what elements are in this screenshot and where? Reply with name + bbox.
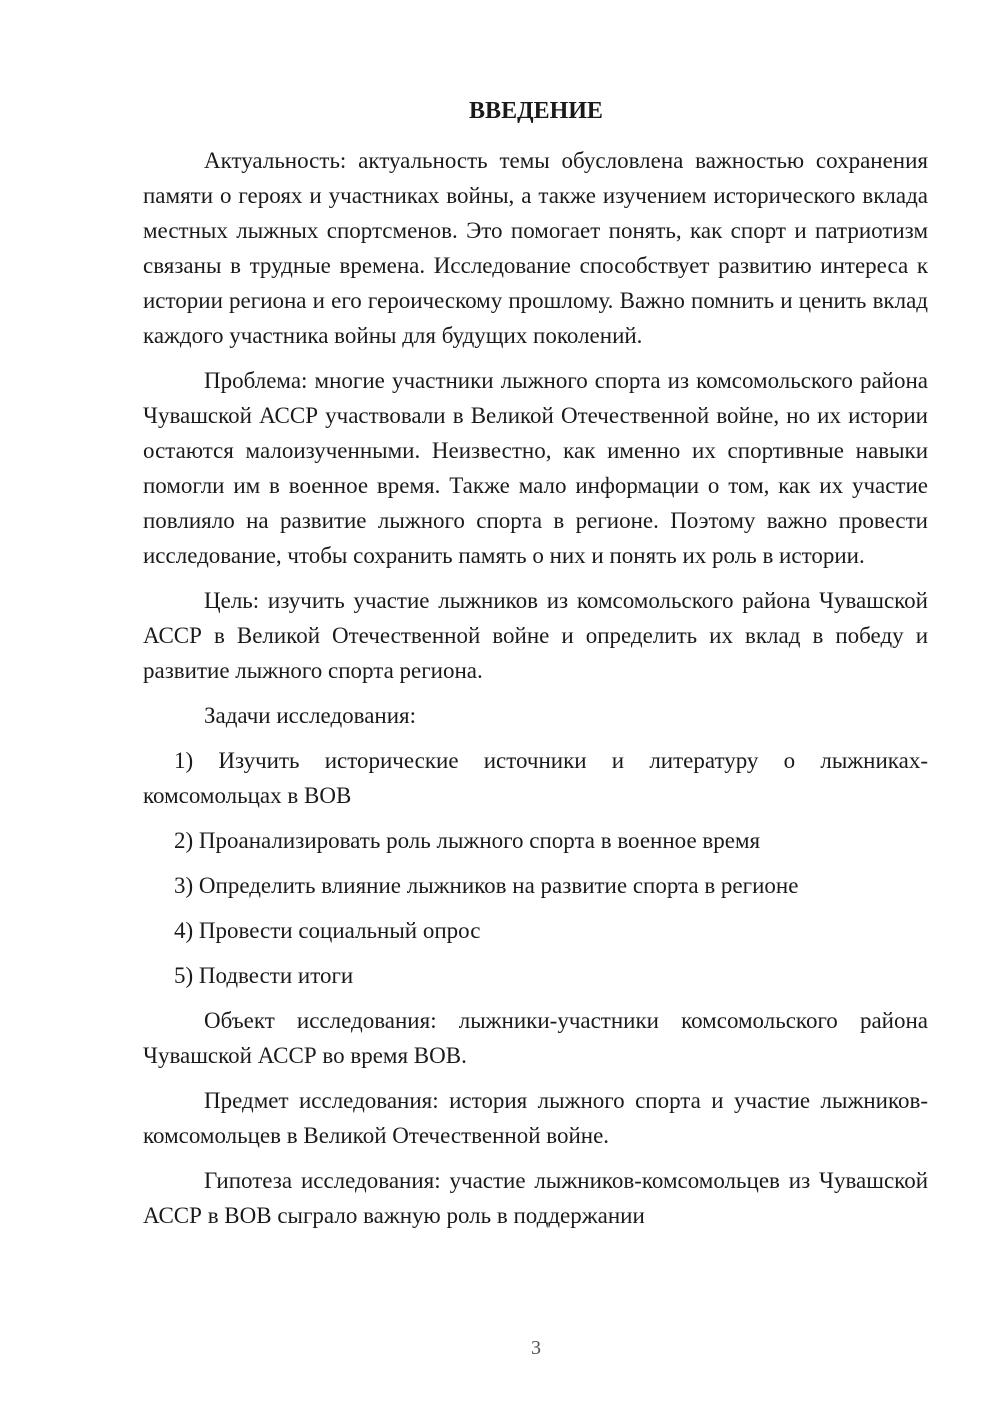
task-item: 3) Определить влияние лыжников на развитие спорта в регионе xyxy=(174,873,799,898)
task-item: 5) Подвести итоги xyxy=(174,963,354,988)
problem-paragraph: Проблема: многие участники лыжного спорта из комсомольского района Чувашской АССР участвовали в Великой Отечественной войне, но их истории остаются малоизученными. Неизвестно, как именно их спортивные навыки помогли им в военное время. Также мало информации о том, как их участие повлияло на развитие лыжного спорта в регионе. Поэтому важно провести исследование, чтобы сохранить память о них и понять их роль в истории. xyxy=(143,368,928,568)
object-paragraph: Объект исследования: лыжники-участники комсомольского района Чувашской АССР во время ВОВ. xyxy=(143,1008,928,1068)
document-body xyxy=(143,143,928,1243)
task-item: 4) Провести социальный опрос xyxy=(174,918,481,943)
tasks-intro: Задачи исследования: xyxy=(204,703,417,728)
task-item: 1) Изучить исторические источники и литературу о лыжниках-комсомольцах в ВОВ xyxy=(143,748,928,808)
subject-paragraph: Предмет исследования: история лыжного спорта и участие лыжников-комсомольцев в Великой Отечественной войне. xyxy=(143,1088,928,1148)
page-number: 3 xyxy=(531,1337,541,1359)
goal-paragraph: Цель: изучить участие лыжников из комсомольского района Чувашской АССР в Великой Отечественной войне и определить их вклад в победу и развитие лыжного спорта региона. xyxy=(143,588,928,683)
hypothesis-paragraph: Гипотеза исследования: участие лыжников-комсомольцев из Чувашской АССР в ВОВ сыграло важную роль в поддержании xyxy=(143,1168,928,1228)
task-item: 2) Проанализировать роль лыжного спорта в военное время xyxy=(174,828,761,853)
relevance-paragraph: Актуальность: актуальность темы обусловлена важностью сохранения памяти о героях и участниках войны, а также изучением исторического вклада местных лыжных спортсменов. Это помогает понять, как спорт и патриотизм связаны в трудные времена. Исследование способствует развитию интереса к истории региона и его героическому прошлому. Важно помнить и ценить вклад каждого участника войны для будущих поколений. xyxy=(143,148,928,348)
section-heading: ВВЕДЕНИЕ xyxy=(469,98,603,124)
